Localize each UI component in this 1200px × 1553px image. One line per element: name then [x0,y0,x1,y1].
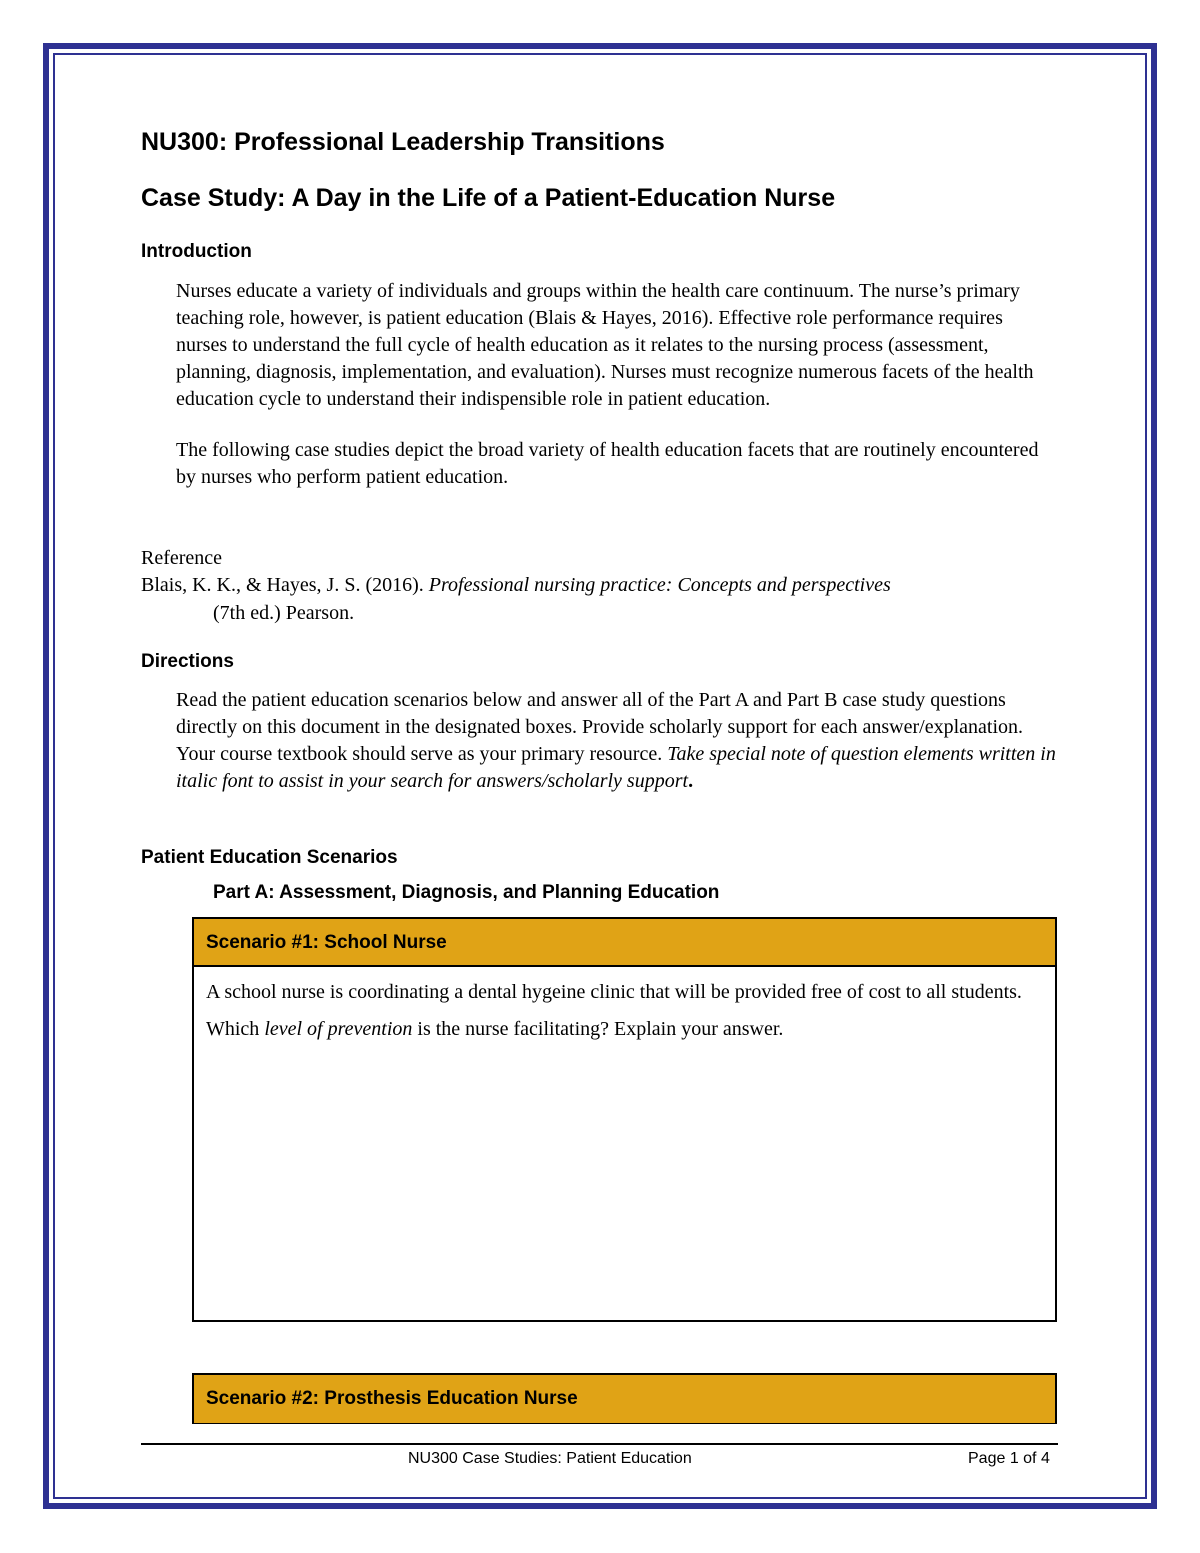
directions-end-punct: . [688,770,694,792]
scenario-1-answer-area[interactable] [194,967,1055,1043]
document-subtitle: Case Study: A Day in the Life of a Patient-Education Nurse [141,184,836,212]
document-title: NU300: Professional Leadership Transitions [141,128,665,156]
introduction-heading: Introduction [141,241,252,262]
reference-authors: Blais, K. K., & Hayes, J. S. (2016). [141,574,424,596]
scenario-1-box [192,917,1057,1322]
scenario-1-question-start: Which [206,1018,265,1040]
introduction-text-2: The following case studies depict the broad variety of health education facets that are routinely encountered by nurses who perform patient education. [176,439,1039,488]
page-number: Page 1 of 4 [968,1450,1050,1467]
directions-text: Read the patient education scenarios below and answer all of the Part A and Part B case study questions directly on this document in the designated boxes. Provide scholarly support for each answer/explanation. Your course textbook should serve as your primary resource. [176,689,1024,765]
introduction-text-1: Nurses educate a variety of individuals and groups within the health care continuum. The nurse’s primary teaching role, however, is patient education (Blais & Hayes, 2016). Effective role performance requires nurses to understand the full cycle of health education as it relates to the nursing process (assessment, planning, diagnosis, implementation, and evaluation). Nurses must recognize numerous facets of the health education cycle to understand their indispensible role in patient education. [176,280,1034,410]
part-a-heading: Part A: Assessment, Diagnosis, and Planning Education [213,882,720,903]
scenario-1-question [206,1016,1043,1043]
reference-citation [141,572,891,599]
directions-heading: Directions [141,651,234,672]
reference-edition: (7th ed.) Pearson. [213,602,355,624]
reference-book-title: Professional nursing practice: Concepts and perspectives [428,574,891,596]
introduction-paragraph [176,278,1056,491]
scenario-1-header: Scenario #1: School Nurse [194,919,1055,967]
scenario-1-description: A school nurse is coordinating a dental hygeine clinic that will be provided free of cost to all students. [206,981,1022,1003]
directions-paragraph [176,687,1056,795]
scenarios-heading: Patient Education Scenarios [141,847,398,868]
scenario-1-question-italic: level of prevention [264,1018,413,1040]
directions-italic-text: Take special note of question elements written in italic font to assist in your search for answers/scholarly support [176,743,1056,792]
scenario-2-box [192,1373,1057,1424]
reference-label: Reference [141,547,223,569]
footer-divider [141,1443,1058,1445]
scenario-2-header: Scenario #2: Prosthesis Education Nurse [194,1375,1055,1423]
footer-title: NU300 Case Studies: Patient Education [408,1450,692,1467]
scenario-1-question-end: is the nurse facilitating? Explain your answer. [412,1018,784,1040]
